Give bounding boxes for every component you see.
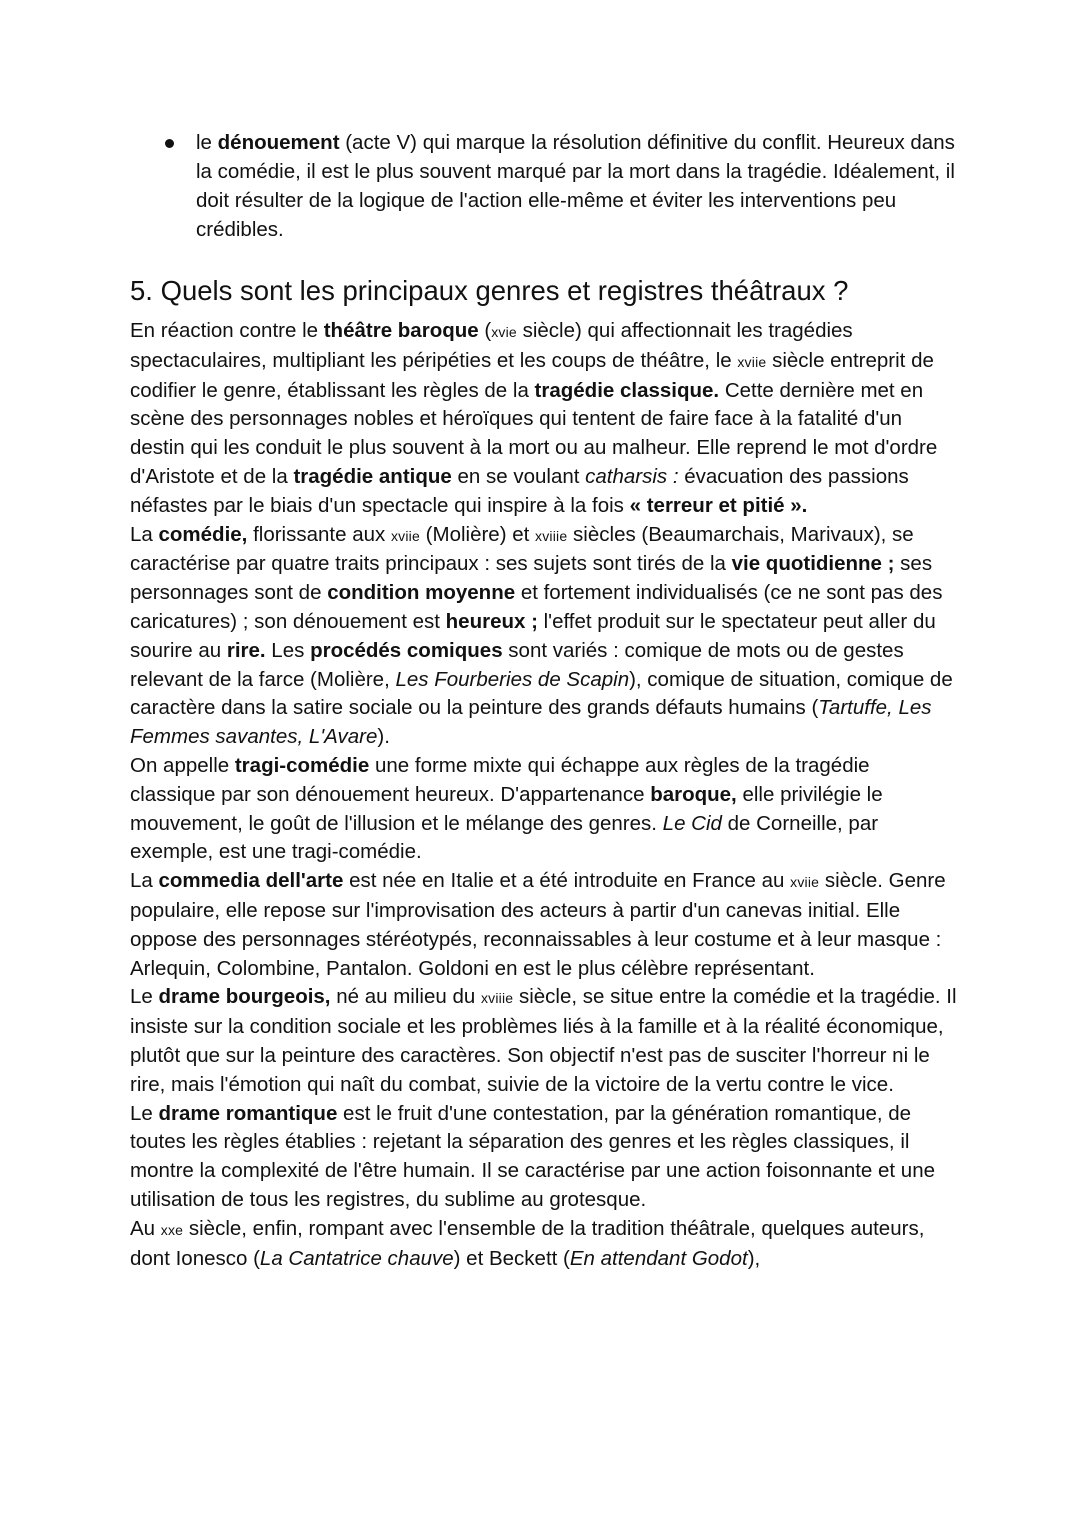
section-body <box>130 317 960 1273</box>
bullet-marker <box>165 139 174 148</box>
paragraph-drame-bourgeois: Le drame bourgeois, né au milieu du xviiie siècle, se situe entre la comédie et la tragédie. Il insiste sur la condition sociale et les problèmes liés à la famille et à la réalité économique, plutôt que sur la peinture des caractères. Son objectif n'est pas de susciter l'horreur ni le rire, mais l'émotion qui naît du combat, suivie de la victoire de la vertu contre le vice. <box>130 985 957 1096</box>
key-term: dénouement <box>217 131 340 154</box>
section-heading: 5. Quels sont les principaux genres et registres théâtraux ? <box>130 275 849 306</box>
paragraph-tragedie-classique: En réaction contre le théâtre baroque (xvie siècle) qui affectionnait les tragédies spectaculaires, multipliant les péripéties et les coups de théâtre, le xviie siècle entreprit de codifier le genre, établissant les règles de la tragédie classique. Cette dernière met en scène des personnages nobles et héroïques qui tentent de faire face à la fatalité d'un destin qui les conduit le plus souvent à la mort ou au malheur. Elle reprend le mot d'ordre d'Aristote et de la tragédie antique en se voulant catharsis : évacuation des passions néfastes par le biais d'un spectacle qui inspire à la fois « terreur et pitié ». <box>130 319 938 517</box>
paragraph-xxe-siecle: Au xxe siècle, enfin, rompant avec l'ensemble de la tradition théâtrale, quelques auteurs, dont Ionesco (La Cantatrice chauve) et Beckett (En attendant Godot), <box>130 1216 925 1270</box>
bullet-text: le dénouement (acte V) qui marque la résolution définitive du conflit. Heureux dans la comédie, il est le plus souvent marqué par la mort dans la tragédie. Idéalement, il doit résulter de la logique de l'action elle-même et éviter les interventions peu crédibles. <box>196 131 955 241</box>
bullet-list-item <box>160 128 960 244</box>
paragraph-comedie: La comédie, florissante aux xviie (Molière) et xviiie siècles (Beaumarchais, Marivaux), se caractérise par quatre traits principaux : ses sujets sont tirés de la vie quotidienne ; ses personnages sont de condition moyenne et fortement individualisés (ce ne sont pas des caricatures) ; son dénouement est heureux ; l'effet produit sur le spectateur peut aller du sourire au rire. Les procédés comiques sont variés : comique de mots ou de gestes relevant de la farce (Molière, Les Fourberies de Scapin), comique de situation, comique de caractère dans la satire sociale ou la peinture des grands défauts humains (Tartuffe, Les Femmes savantes, L'Avare). <box>130 522 953 749</box>
paragraph-tragi-comedie: On appelle tragi-comédie une forme mixte qui échappe aux règles de la tragédie classique par son dénouement heureux. D'appartenance baroque, elle privilégie le mouvement, le goût de l'illusion et le mélange des genres. Le Cid de Corneille, par exemple, est une tragi-comédie. <box>130 753 883 864</box>
paragraph-drame-romantique: Le drame romantique est le fruit d'une contestation, par la génération romantique, de toutes les règles établies : rejetant la séparation des genres et les règles classiques, il montre la complexité de l'être humain. Il se caractérise par une action foisonnante et une utilisation de tous les registres, du sublime au grotesque. <box>130 1101 936 1211</box>
paragraph-commedia-dellarte: La commedia dell'arte est née en Italie et a été introduite en France au xviie siècle. Genre populaire, elle repose sur l'improvisation des acteurs à partir d'un canevas initial. Elle oppose des personnages stéréotypés, reconnaissables à leur costume et à leur masque : Arlequin, Colombine, Pantalon. Goldoni en est le plus célèbre représentant. <box>130 869 946 980</box>
